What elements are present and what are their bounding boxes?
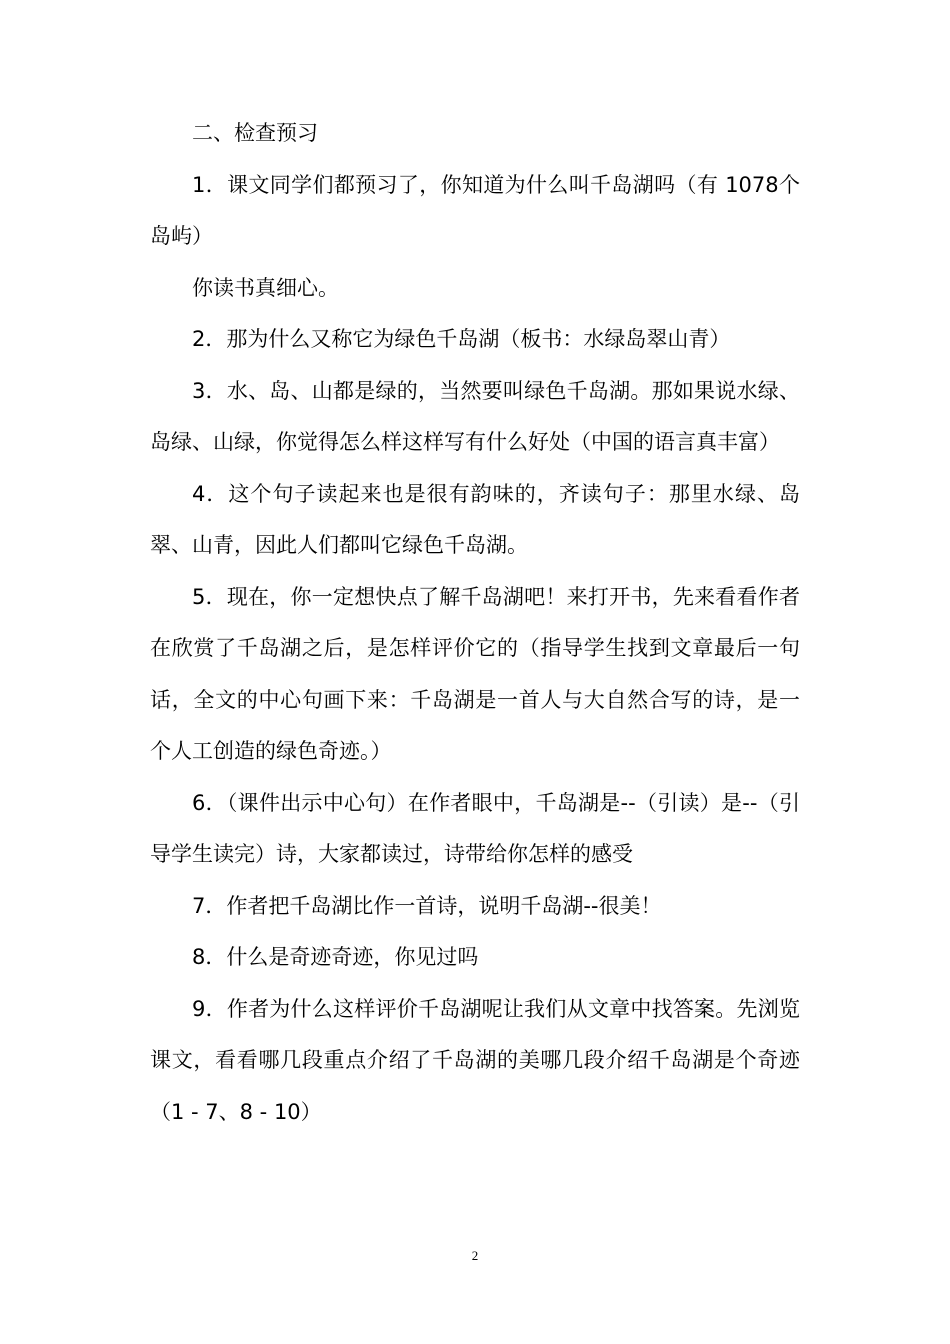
- paragraph-item-7: 7．作者把千岛湖比作一首诗，说明千岛湖--很美！: [192, 893, 662, 918]
- document-body: [150, 108, 800, 1138]
- paragraph-remark: 你读书真细心。: [192, 275, 339, 300]
- paragraph-item-6: 6．（课件出示中心句）在作者眼中，千岛湖是--（引读）是--（引导学生读完）诗，大家都读过，诗带给你怎样的感受: [150, 790, 800, 866]
- paragraph-item-4: 4．这个句子读起来也是很有韵味的，齐读句子：那里水绿、岛翠、山青，因此人们都叫它绿色千岛湖。: [150, 481, 800, 557]
- paragraph-item-8: 8．什么是奇迹奇迹，你见过吗: [192, 945, 479, 969]
- paragraph-item-1: 1．课文同学们都预习了，你知道为什么叫千岛湖吗（有 1078个岛屿）: [150, 172, 800, 248]
- page-number: 2: [471, 1248, 479, 1263]
- paragraph-item-3: 3．水、岛、山都是绿的，当然要叫绿色千岛湖。那如果说水绿、岛绿、山绿，你觉得怎么样这样写有什么好处（中国的语言真丰富）: [150, 378, 800, 454]
- section-heading: 二、检查预习: [192, 121, 318, 145]
- paragraph-item-5: 5．现在，你一定想快点了解千岛湖吧！来打开书，先来看看作者在欣赏了千岛湖之后，是怎样评价它的（指导学生找到文章最后一句话，全文的中心句画下来：千岛湖是一首人与大自然合写的诗，是一个人工创造的绿色奇迹。）: [150, 584, 800, 763]
- paragraph-item-2: 2．那为什么又称它为绿色千岛湖（板书：水绿岛翠山青）: [192, 327, 731, 351]
- paragraph-item-9: 9．作者为什么这样评价千岛湖呢让我们从文章中找答案。先浏览课文，看看哪几段重点介绍了千岛湖的美哪几段介绍千岛湖是个奇迹（1 - 7、8 - 10）: [150, 996, 800, 1124]
